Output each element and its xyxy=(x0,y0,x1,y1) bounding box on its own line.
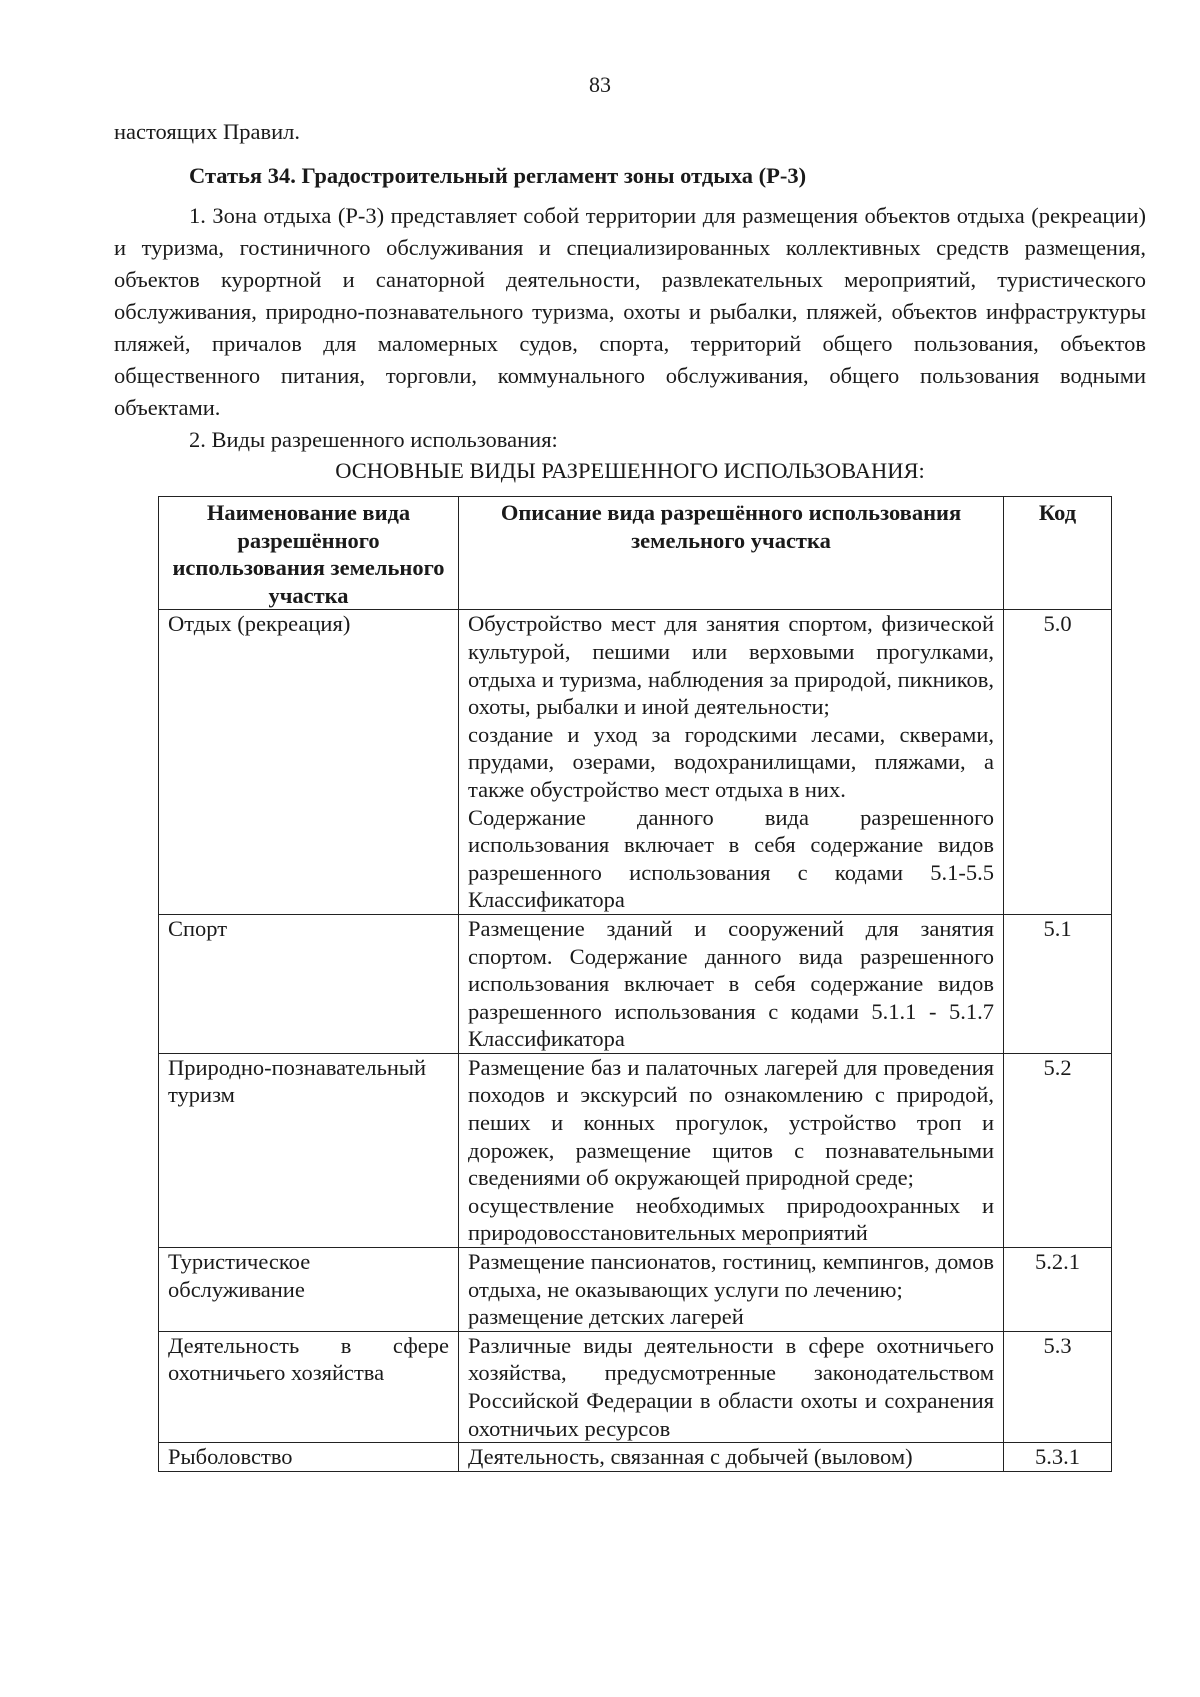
intro-line: настоящих Правил. xyxy=(114,119,300,144)
row-description xyxy=(459,610,1004,915)
description-line: Размещение зданий и сооружений для занятия спортом. Содержание данного вида разрешенного использования включает в себя содержание видов разрешенного использования с кодами 5.1.1 - 5.1.7 Классификатора xyxy=(468,915,994,1052)
table-row xyxy=(159,610,1112,915)
row-description xyxy=(459,1053,1004,1247)
table-row xyxy=(159,1053,1112,1247)
row-code: 5.3 xyxy=(1004,1331,1112,1442)
header-code: Код xyxy=(1004,497,1112,610)
description-line: Размещение пансионатов, гостиниц, кемпингов, домов отдыха, не оказывающих услуги по лечению; xyxy=(468,1249,994,1302)
table-row xyxy=(159,1248,1112,1332)
paragraph-1: 1. Зона отдыха (Р-3) представляет собой территории для размещения объектов отдыха (рекреации) и туризма, гостиничного обслуживания и специализированных коллективных средств размещения, объектов курортной и санаторной деятельности, развлекательных мероприятий, туристического обслуживания, природно-познавательного туризма, охоты и рыбалки, пляжей, объектов инфраструктуры пляжей, причалов для маломерных судов, спорта, территорий общего пользования, объектов общественного питания, торговли, коммунального обслуживания, общего пользования водными объектами. xyxy=(114,203,1146,420)
row-name: Деятельность в сфере охотничьего хозяйства xyxy=(159,1331,459,1442)
table-header-row xyxy=(159,497,1112,610)
table-row xyxy=(159,1443,1112,1472)
row-description xyxy=(459,1248,1004,1332)
row-code: 5.1 xyxy=(1004,914,1112,1053)
page-number: 83 xyxy=(589,72,611,97)
description-line: размещение детских лагерей xyxy=(468,1304,744,1330)
row-code: 5.2 xyxy=(1004,1053,1112,1247)
row-description xyxy=(459,1331,1004,1442)
description-line: Различные виды деятельности в сфере охотничьего хозяйства, предусмотренные законодательством Российской Федерации в области охоты и сохранения охотничьих ресурсов xyxy=(468,1332,994,1441)
permitted-use-table xyxy=(158,496,1112,1472)
row-code: 5.0 xyxy=(1004,610,1112,915)
table-row xyxy=(159,1331,1112,1442)
table-row xyxy=(159,914,1112,1053)
row-description xyxy=(459,1443,1004,1472)
row-name: Спорт xyxy=(159,914,459,1053)
row-code: 5.2.1 xyxy=(1004,1248,1112,1332)
article-heading: Статья 34. Градостроительный регламент зоны отдыха (Р-3) xyxy=(189,163,807,188)
description-line: Деятельность, связанная с добычей (выловом) xyxy=(468,1444,913,1470)
header-name: Наименование вида разрешённого использования земельного участка xyxy=(159,497,459,610)
row-name: Природно-познавательный туризм xyxy=(159,1053,459,1247)
description-line: осуществление необходимых природоохранных и природовосстановительных мероприятий xyxy=(468,1192,994,1246)
row-code: 5.3.1 xyxy=(1004,1443,1112,1472)
description-line: Содержание данного вида разрешенного использования включает в себя содержание видов разрешенного использования с кодами 5.1-5.5 Классификатора xyxy=(468,804,994,913)
row-name: Рыболовство xyxy=(159,1443,459,1472)
description-line: создание и уход за городскими лесами, скверами, прудами, озерами, водохранилищами, пляжами, а также обустройство мест отдыха в них. xyxy=(468,721,994,802)
table-caption: ОСНОВНЫЕ ВИДЫ РАЗРЕШЕННОГО ИСПОЛЬЗОВАНИЯ: xyxy=(335,458,925,483)
header-description: Описание вида разрешённого использования земельного участка xyxy=(459,497,1004,610)
paragraph-2: 2. Виды разрешенного использования: xyxy=(189,427,558,452)
description-line: Размещение баз и палаточных лагерей для проведения походов и экскурсий по ознакомлению с природой, пеших и конных прогулок, устройство троп и дорожек, размещение щитов с познавательными сведениями об окружающей природной среде; xyxy=(468,1054,994,1191)
row-description xyxy=(459,914,1004,1053)
document-body xyxy=(114,116,1146,485)
row-name: Туристическое обслуживание xyxy=(159,1248,459,1332)
description-line: Обустройство мест для занятия спортом, физической культурой, пешими или верховыми прогулками, отдыха и туризма, наблюдения за природой, пикников, охоты, рыбалки и иной деятельности; xyxy=(468,611,994,720)
row-name: Отдых (рекреация) xyxy=(159,610,459,915)
